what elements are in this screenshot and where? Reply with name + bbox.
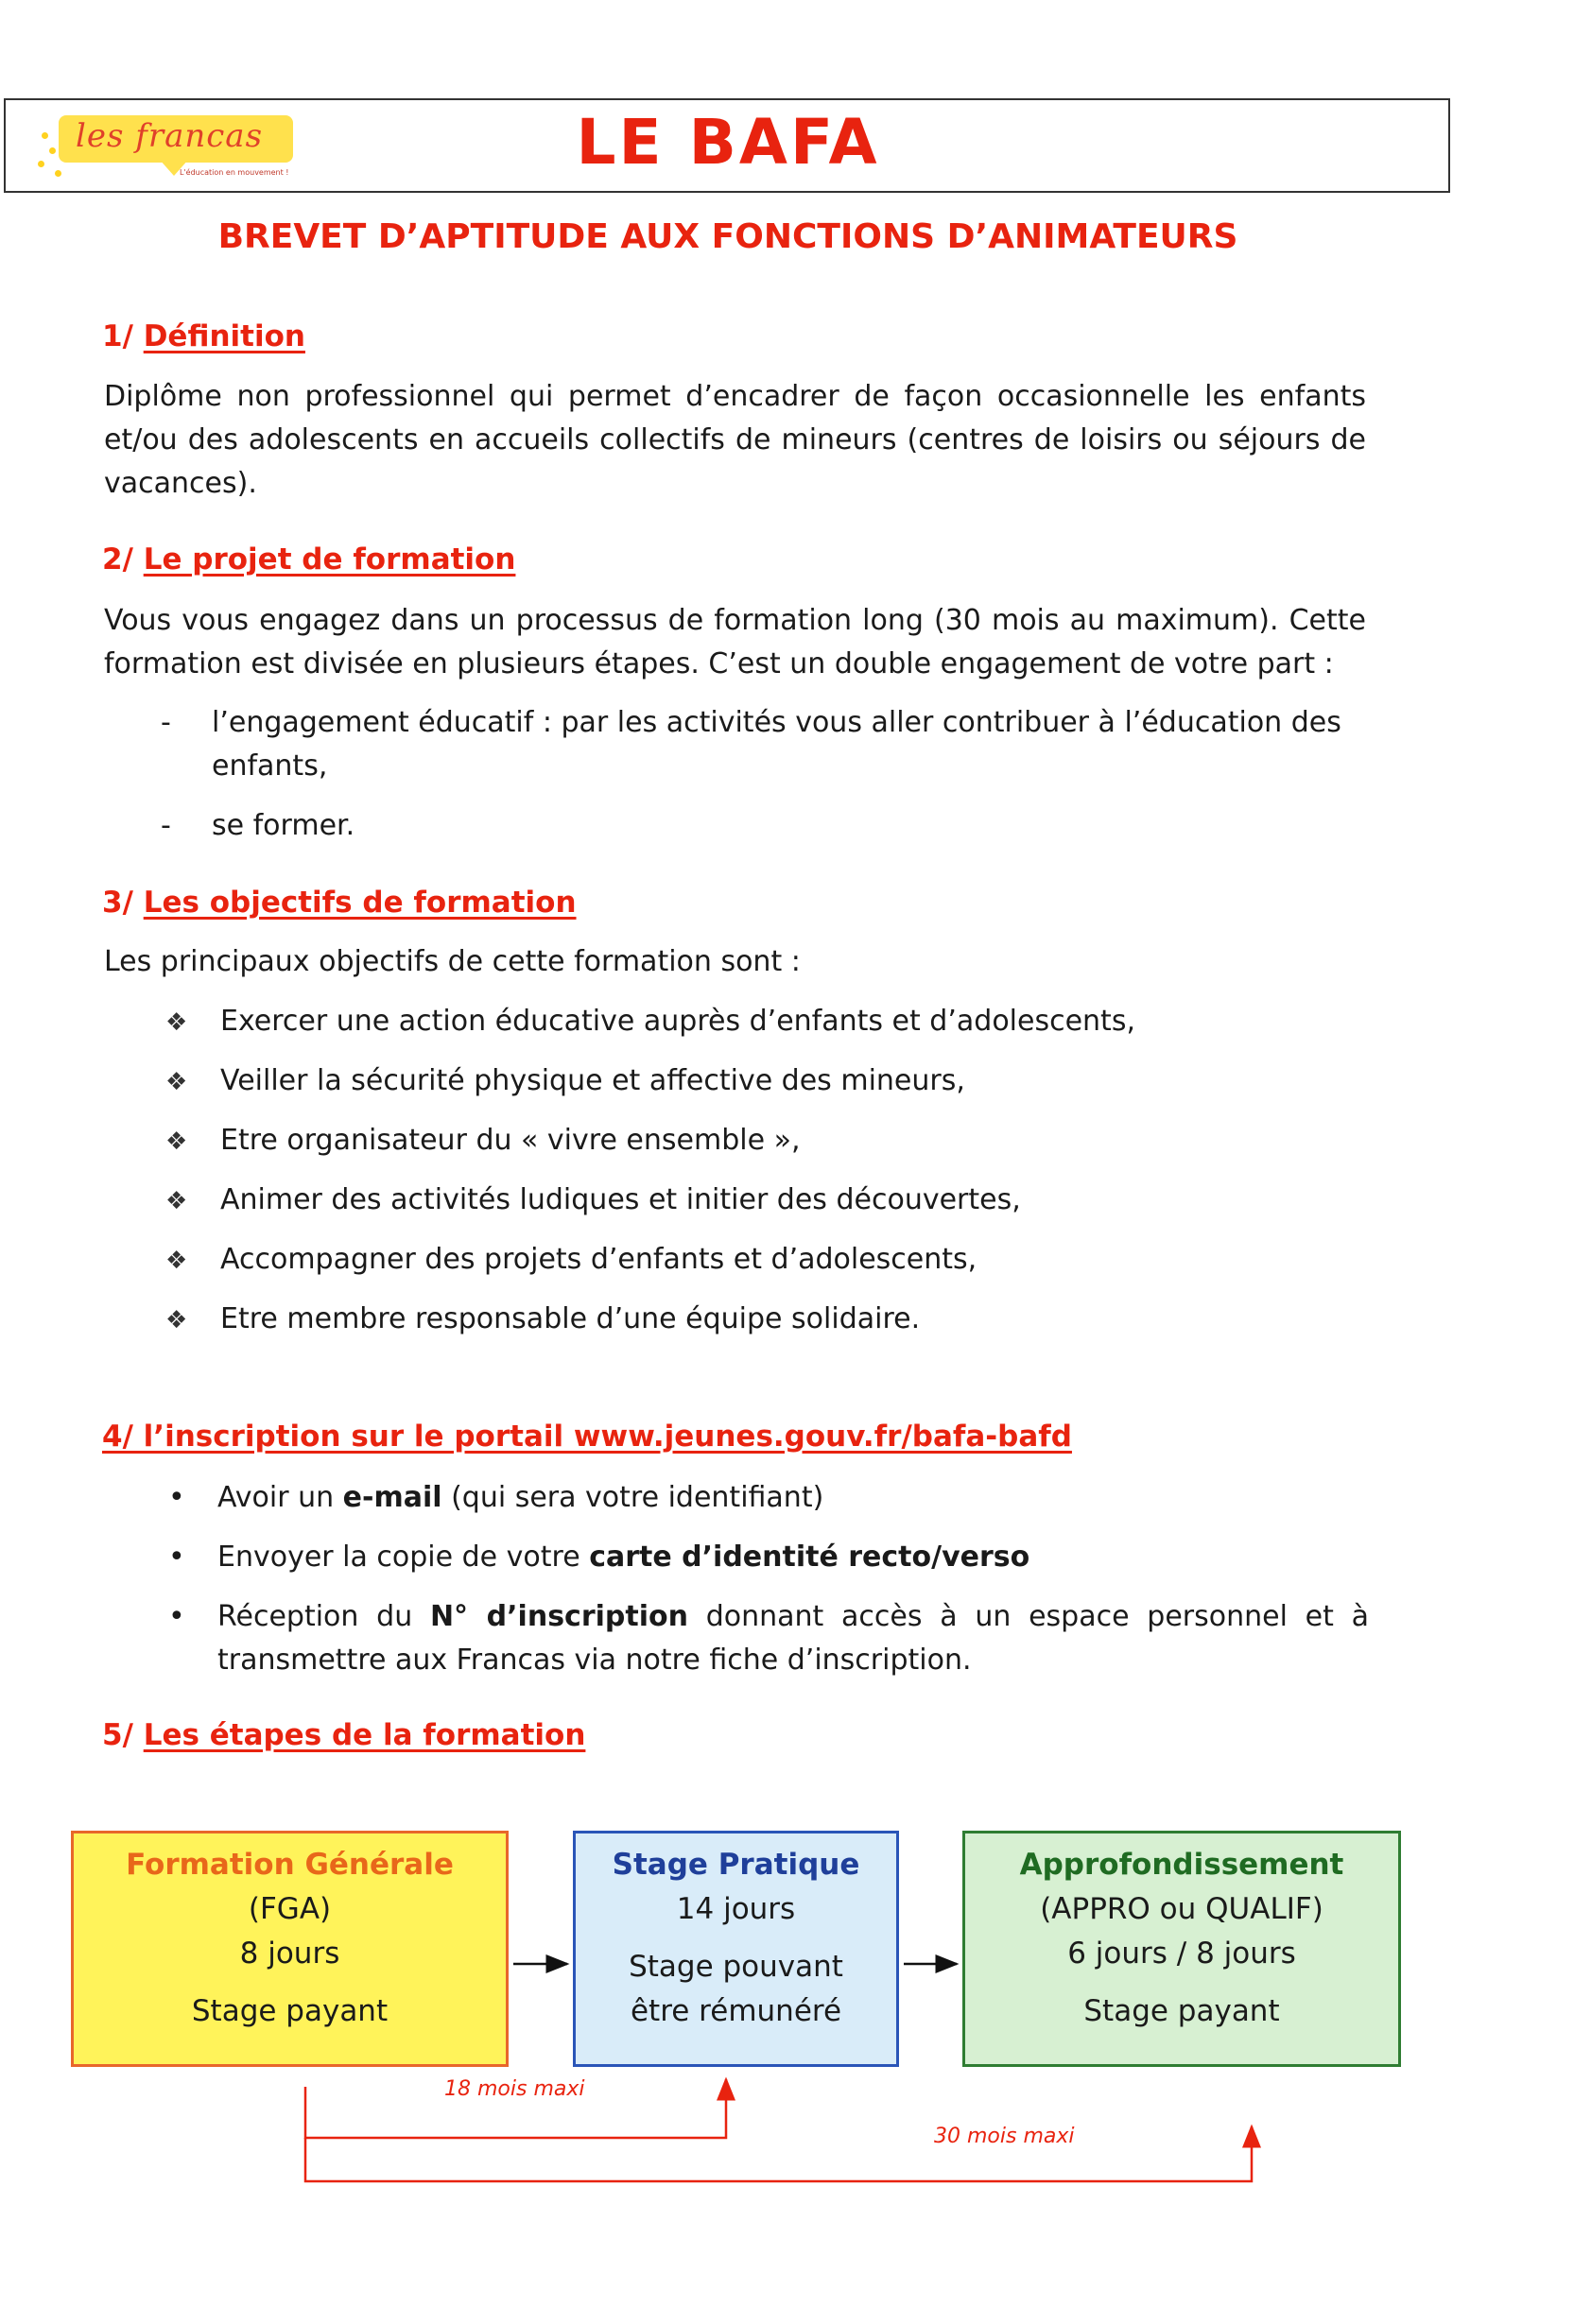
- fga-duration: 8 jours: [239, 1937, 340, 1971]
- appro-abbr: (APPRO ou QUALIF): [1040, 1892, 1323, 1926]
- label-18-mois: 18 mois maxi: [444, 2077, 585, 2101]
- list-item: • Avoir un e-mail (qui sera votre identifiant): [168, 1481, 824, 1514]
- diamond-bullet-icon: ❖: [165, 1306, 188, 1334]
- diamond-bullet-icon: ❖: [165, 1247, 188, 1275]
- list-item: ❖ Veiller la sécurité physique et affective des mineurs,: [165, 1059, 965, 1104]
- diamond-bullet-icon: ❖: [165, 1068, 188, 1096]
- diamond-bullet-icon: ❖: [165, 1128, 188, 1156]
- arrow-30-mois: [305, 2126, 1252, 2181]
- section-2-text: Vous vous engagez dans un processus de formation long (30 mois au maximum). Cette formation est divisée en plusieurs étapes. C’est un double engagement de votre part :: [104, 604, 1366, 680]
- diamond-bullet-icon: ❖: [165, 1008, 188, 1037]
- section-4-heading: 4/ l’inscription sur le portail www.jeunes.gouv.fr/bafa-bafd: [102, 1420, 1072, 1454]
- stage-note-1: Stage pouvant: [629, 1950, 843, 1984]
- stage-duration: 14 jours: [676, 1892, 796, 1926]
- list-item: ❖ Etre organisateur du « vivre ensemble »,: [165, 1119, 800, 1163]
- logo-text: les francas: [76, 117, 264, 155]
- list-item: ❖ Accompagner des projets d’enfants et d’adolescents,: [165, 1238, 977, 1283]
- list-item: ❖ Animer des activités ludiques et initier des découvertes,: [165, 1179, 1021, 1223]
- stage-title: Stage Pratique: [612, 1848, 860, 1882]
- fga-abbr: (FGA): [248, 1892, 332, 1926]
- list-item: ❖ Exercer une action éducative auprès d’enfants et d’adolescents,: [165, 1000, 1135, 1044]
- list-item: • Envoyer la copie de votre carte d’identité recto/verso: [168, 1541, 1030, 1574]
- fga-box: [71, 1831, 509, 2067]
- section-2-heading: 2/ Le projet de formation: [102, 542, 516, 577]
- list-item: - l’engagement éducatif : par les activités vous aller contribuer à l’éducation des enfants,: [161, 706, 1341, 783]
- list-item: • Réception du N° d’inscription donnant accès à un espace personnel et à transmettre aux Francas via notre fiche d’inscription.: [168, 1600, 1369, 1677]
- appro-title: Approfondissement: [1019, 1848, 1344, 1882]
- section-1-text: Diplôme non professionnel qui permet d’encadrer de façon occasionnelle les enfants et/ou des adolescents en accueils collectifs de mineurs (centres de loisirs ou séjours de vacances).: [104, 380, 1366, 500]
- fga-title: Formation Générale: [126, 1848, 454, 1882]
- page-title: LE BAFA: [576, 106, 880, 179]
- stage-pratique-box: [573, 1831, 899, 2067]
- section-5-heading: 5/ Les étapes de la formation: [102, 1718, 586, 1752]
- list-item: ❖ Etre membre responsable d’une équipe solidaire.: [165, 1298, 920, 1342]
- section-3-heading: 3/ Les objectifs de formation: [102, 886, 577, 920]
- section-1-heading: 1/ Définition: [102, 319, 305, 353]
- list-item: - se former.: [161, 809, 355, 842]
- appro-box: [962, 1831, 1401, 2067]
- fga-note: Stage payant: [191, 1994, 389, 2028]
- page-subtitle: BREVET D’APTITUDE AUX FONCTIONS D’ANIMATEURS: [217, 217, 1238, 256]
- appro-note: Stage payant: [1083, 1994, 1280, 2028]
- label-30-mois: 30 mois maxi: [934, 2125, 1075, 2148]
- logo-tagline: L'éducation en mouvement !: [180, 168, 289, 177]
- section-3-intro: Les principaux objectifs de cette formation sont :: [104, 945, 801, 978]
- stage-note-2: être rémunéré: [630, 1994, 842, 2028]
- appro-duration: 6 jours / 8 jours: [1067, 1937, 1296, 1971]
- diamond-bullet-icon: ❖: [165, 1187, 188, 1215]
